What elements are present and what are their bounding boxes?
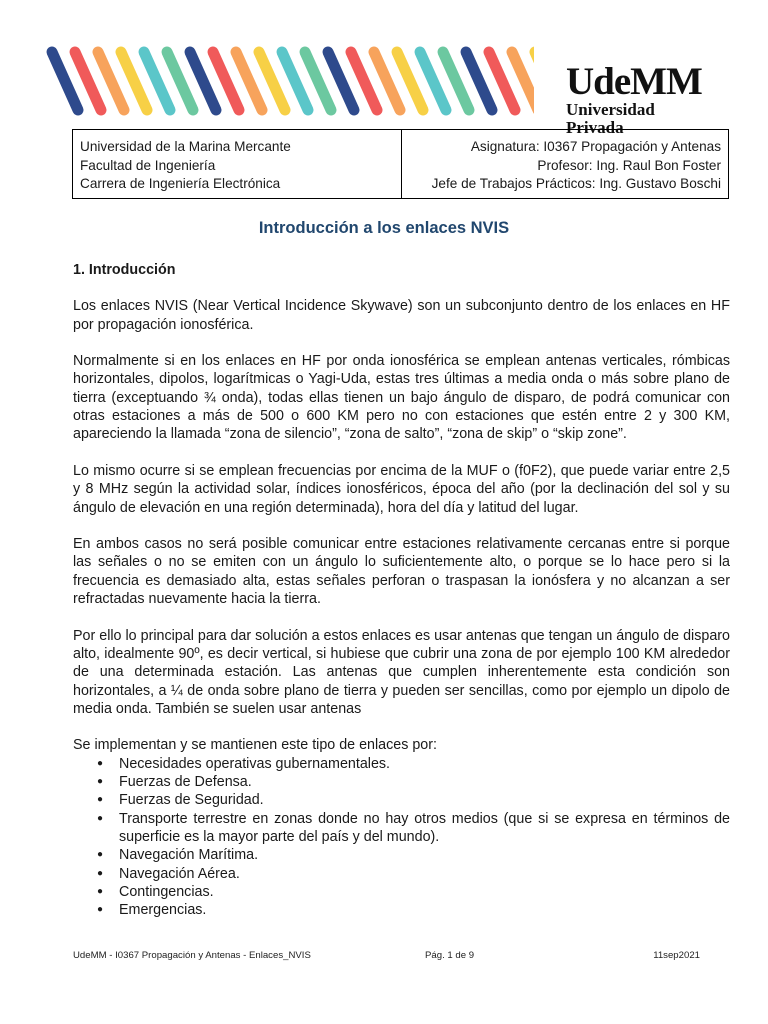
udemm-logo [566,60,716,137]
paragraph: En ambos casos no será posible comunicar entre estaciones relativamente cercanas entre si porque las señales o no se emiten con un ángulo lo suficientemente alto, o porque se lo hace pero si la frecuencia es demasiado alta, estas señales perforan o traspasan la ionósfera y no alcanzan a ser refractadas nuevamente hacia la tierra. [73,536,730,608]
list-item: ● Emergencias. [73,901,730,919]
list-item: ● Transporte terrestre en zonas donde no hay otros medios (que si se expresa en términos de superficie es la mayor parte del país y del mundo). [73,810,730,847]
list-item: ● Navegación Aérea. [73,865,730,883]
header-institution-cell [73,130,402,198]
header-info-table [72,129,729,199]
header-course-cell [402,130,728,198]
document-body [73,261,730,919]
career-name: Carrera de Ingeniería Electrónica [80,176,281,191]
list-item: ● Navegación Marítima. [73,846,730,864]
paragraph: Los enlaces NVIS (Near Vertical Incidence Skywave) son un subconjunto dentro de los enlaces en HF por propagación ionosférica. [73,298,730,333]
logo-subtitle: Universidad Privada [566,100,655,137]
list-item: ● Fuerzas de Seguridad. [73,791,730,809]
paragraph: Lo mismo ocurre si se emplean frecuencias por encima de la MUF o (f0F2), que puede variar entre 2,5 y 8 MHz según la actividad solar, índices ionosféricos, época del año (por la declinación del sol y su ángulo de elevación en una región determinada), hora del día y latitud del lugar. [73,462,730,516]
list-item: ● Fuerzas de Defensa. [73,773,730,791]
list-item: ● Contingencias. [73,883,730,901]
footer-date: 11sep2021 [653,950,700,961]
decorative-stripe-banner [44,44,534,120]
logo-name: UdeMM [566,60,702,103]
course-subject: Asignatura: I0367 Propagación y Antenas [470,139,721,154]
bullet-list [73,755,730,920]
footer-document-name: UdeMM - I0367 Propagación y Antenas - Enlaces_NVIS [73,950,311,961]
paragraph: Por ello lo principal para dar solución a estos enlaces es usar antenas que tengan un ángulo de disparo alto, idealmente 90º, es decir vertical, si hubiese que cubrir una zona de por ejemplo 100 KM alrededor de una determinada estación. Las antenas que cumplen inherentemente esta condición son horizontales, a ¼ de onda sobre plano de tierra y pueden ser sencillas, como por ejemplo un dipolo de media onda. También se suelen usar antenas [73,627,730,717]
course-assistant: Jefe de Trabajos Prácticos: Ing. Gustavo Boschi [431,176,721,191]
list-item: ● Necesidades operativas gubernamentales. [73,755,730,773]
section-heading: 1. Introducción [73,262,176,278]
list-intro: Se implementan y se mantienen este tipo de enlaces por: [73,737,437,754]
faculty-name: Facultad de Ingeniería [80,157,216,173]
document-title: Introducción a los enlaces NVIS [258,219,510,237]
course-professor: Profesor: Ing. Raul Bon Foster [537,157,721,173]
paragraph: Normalmente si en los enlaces en HF por onda ionosférica se emplean antenas verticales, rómbicas horizontales, dipolos, logarítmicas o Yagi-Uda, estas tres últimas a media onda o más sobre plano de tierra (exceptuando ¾ onda), todas ellas tienen un bajo ángulo de disparo, de podrá comunicar con otras estaciones a más de 500 o 600 KM pero no con estaciones que estén entre 2 y 300 KM, apareciendo la llamada “zona de silencio”, “zona de salto”, “zona de skip” o “skip zone”. [73,353,730,443]
footer-page-number: Pág. 1 de 9 [425,950,475,961]
university-name: Universidad de la Marina Mercante [80,139,291,154]
